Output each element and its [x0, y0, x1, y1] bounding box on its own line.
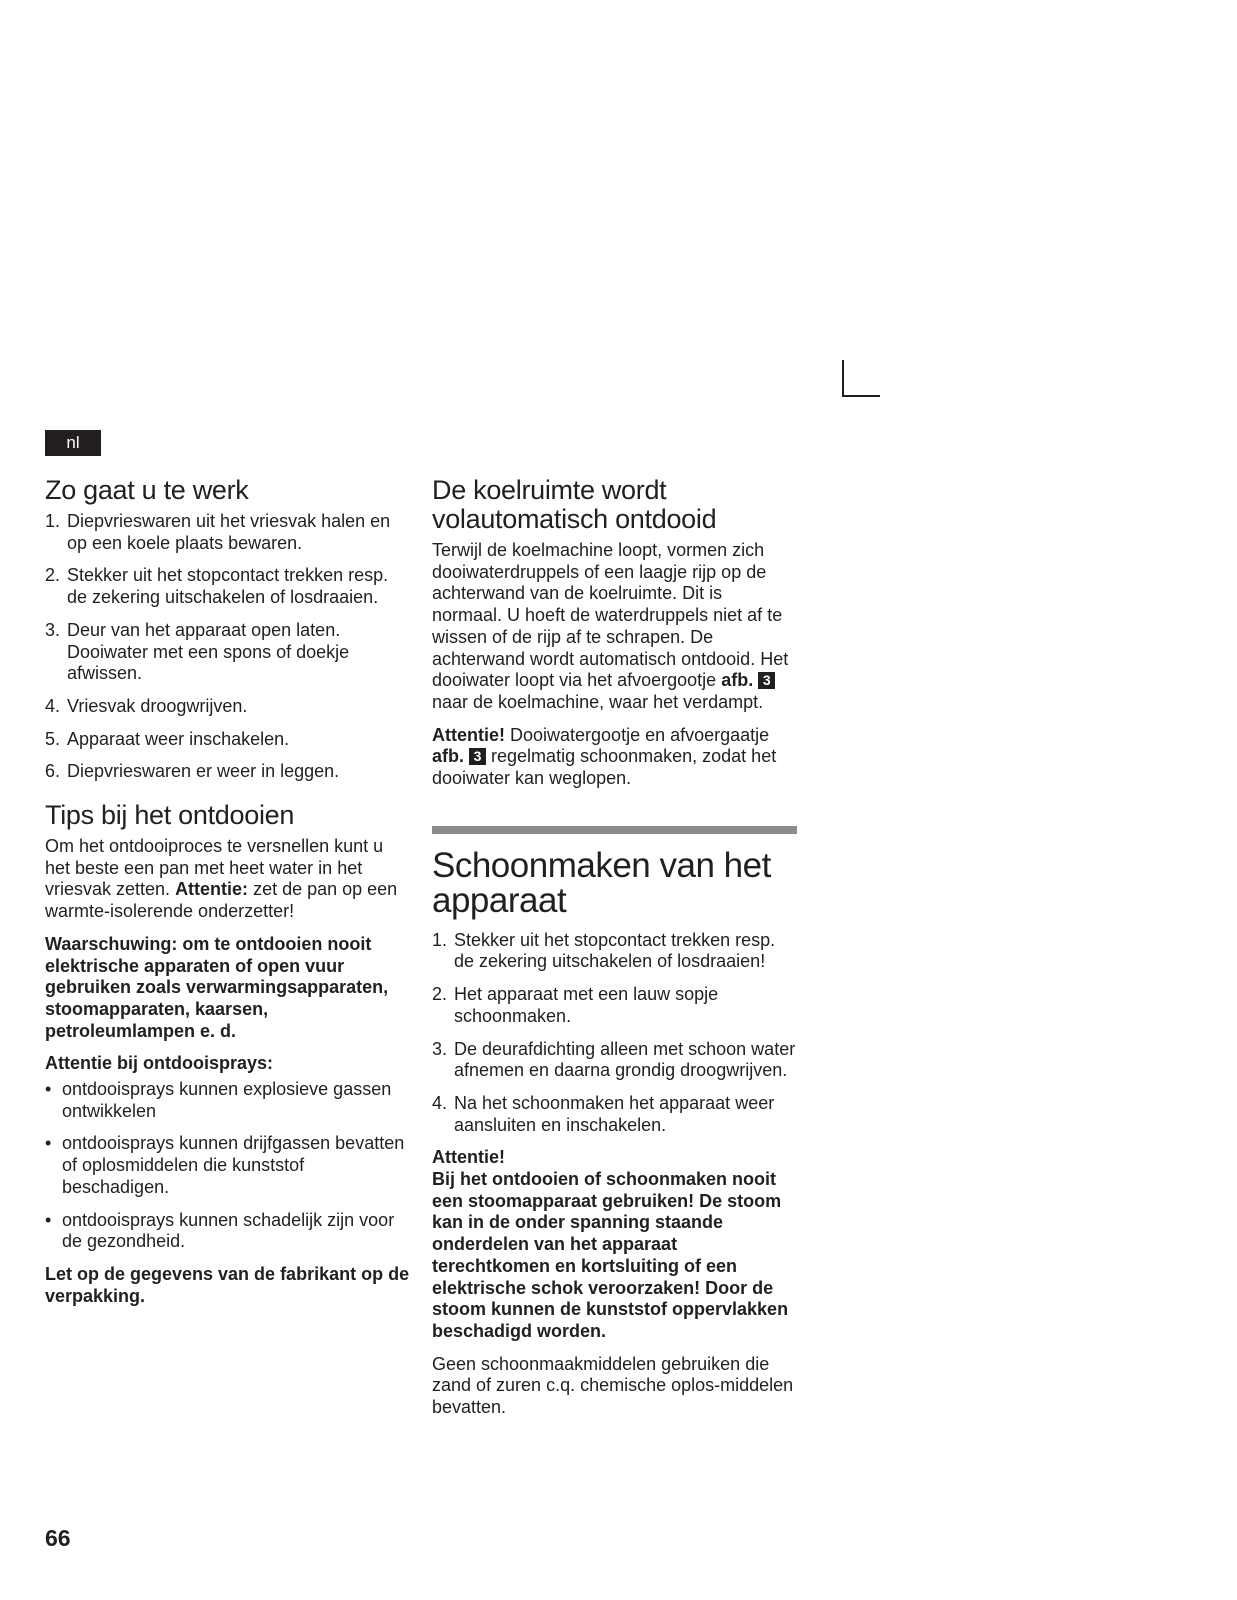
section-zo-gaat-u-te-werk: [45, 476, 410, 783]
list-item: 3. De deurafdichting alleen met schoon water afnemen en daarna grondig droogwrijven.: [432, 1038, 796, 1081]
section-title: Zo gaat u te werk: [45, 475, 249, 505]
warning-paragraph: Waarschuwing: om te ontdooien nooit elektrische apparaten of open vuur gebruiken zoals verwarmingsapparaten, stoomapparaten, kaarsen, petroleumlampen e. d.: [45, 933, 389, 1041]
left-column: [45, 476, 410, 1325]
attention-paragraph: Attentie! Dooiwatergootje en afvoergaatje afb. 3 regelmatig schoonmaken, zodat het dooiwater kan weglopen.: [432, 724, 777, 789]
tips-paragraph: Om het ontdooiproces te versnellen kunt u het beste een pan met heet water in het vriesvak zetten. Attentie: zet de pan op een warmte-isolerende onderzetter!: [45, 836, 398, 922]
list-item: 2. Stekker uit het stopcontact trekken resp. de zekering uitschakelen of losdraaien.: [45, 565, 389, 608]
bullet-icon: •: [45, 1133, 52, 1154]
list-item: • ontdooisprays kunnen drijfgassen bevatten of oplosmiddelen die kunststof beschadigen.: [45, 1133, 405, 1197]
closing-paragraph: Geen schoonmaakmiddelen gebruiken die zand of zuren c.q. chemische oplos-middelen bevatten.: [432, 1353, 794, 1418]
list-item: 4. Vriesvak droogwrijven.: [45, 695, 248, 716]
list-item: • ontdooisprays kunnen explosieve gassen ontwikkelen: [45, 1079, 392, 1121]
chapter-title: Schoonmaken van het apparaat: [432, 845, 771, 920]
figure-ref-badge: 3: [758, 672, 775, 689]
cleaning-steps-list: [432, 930, 797, 1137]
list-item: 6. Diepvrieswaren er weer in leggen.: [45, 761, 340, 782]
section-title: Tips bij het ontdooien: [45, 800, 295, 831]
list-item: 5. Apparaat weer inschakelen.: [45, 728, 290, 749]
list-item: 2. Het apparaat met een lauw sopje schoonmaken.: [432, 984, 719, 1026]
list-item: 4. Na het schoonmaken het apparaat weer aansluiten en inschakelen.: [432, 1092, 775, 1135]
section-title: De koelruimte wordt volautomatisch ontdooid: [432, 475, 717, 534]
right-column: [432, 476, 797, 1437]
section-schoonmaken: [432, 845, 797, 1419]
section-divider: [432, 826, 797, 834]
crop-mark: [842, 360, 880, 397]
bullet-icon: •: [45, 1079, 52, 1100]
section-koelruimte-ontdooid: [432, 476, 797, 790]
page-number: 66: [45, 1525, 71, 1551]
list-item: • ontdooisprays kunnen schadelijk zijn voor de gezondheid.: [45, 1209, 395, 1252]
figure-ref-badge: 3: [469, 748, 486, 765]
list-item: 1. Diepvrieswaren uit het vriesvak halen en op een koele plaats bewaren.: [45, 511, 391, 553]
list-item: 3. Deur van het apparaat open laten. Dooiwater met een spons of doekje afwissen.: [45, 619, 350, 684]
language-tab: nl: [45, 430, 101, 456]
defrost-paragraph: Terwijl de koelmachine loopt, vormen zich dooiwaterdruppels of een laagje rijp op de achterwand van de koelruimte. Dit is normaal. U hoeft de waterdruppels niet af te wissen of de rijp af te schrapen. De achterwand wordt automatisch ontdooid. Het dooiwater loopt via het afvoergootje afb. 3 naar de koelmachine, waar het verdampt.: [432, 540, 789, 712]
attention-warning: Bij het ontdooien of schoonmaken nooit een stoomapparaat gebruiken! De stoom kan in de onder spanning staande onderdelen van het apparaat terechtkomen en kortsluiting of een elektrische schok veroorzaken! Door de stoom kunnen de kunststof oppervlakken beschadigd worden.: [432, 1169, 789, 1341]
steps-list: [45, 511, 410, 783]
sprays-heading: Attentie bij ontdooisprays:: [45, 1053, 274, 1074]
list-item: 1. Stekker uit het stopcontact trekken resp. de zekering uitschakelen of losdraaien!: [432, 929, 776, 972]
bullet-icon: •: [45, 1209, 52, 1230]
manufacturer-note: Let op de gegevens van de fabrikant op de verpakking.: [45, 1263, 410, 1306]
section-tips-bij-het-ontdooien: [45, 801, 410, 1307]
attention-heading: Attentie!: [432, 1147, 505, 1168]
sprays-list: [45, 1079, 410, 1253]
